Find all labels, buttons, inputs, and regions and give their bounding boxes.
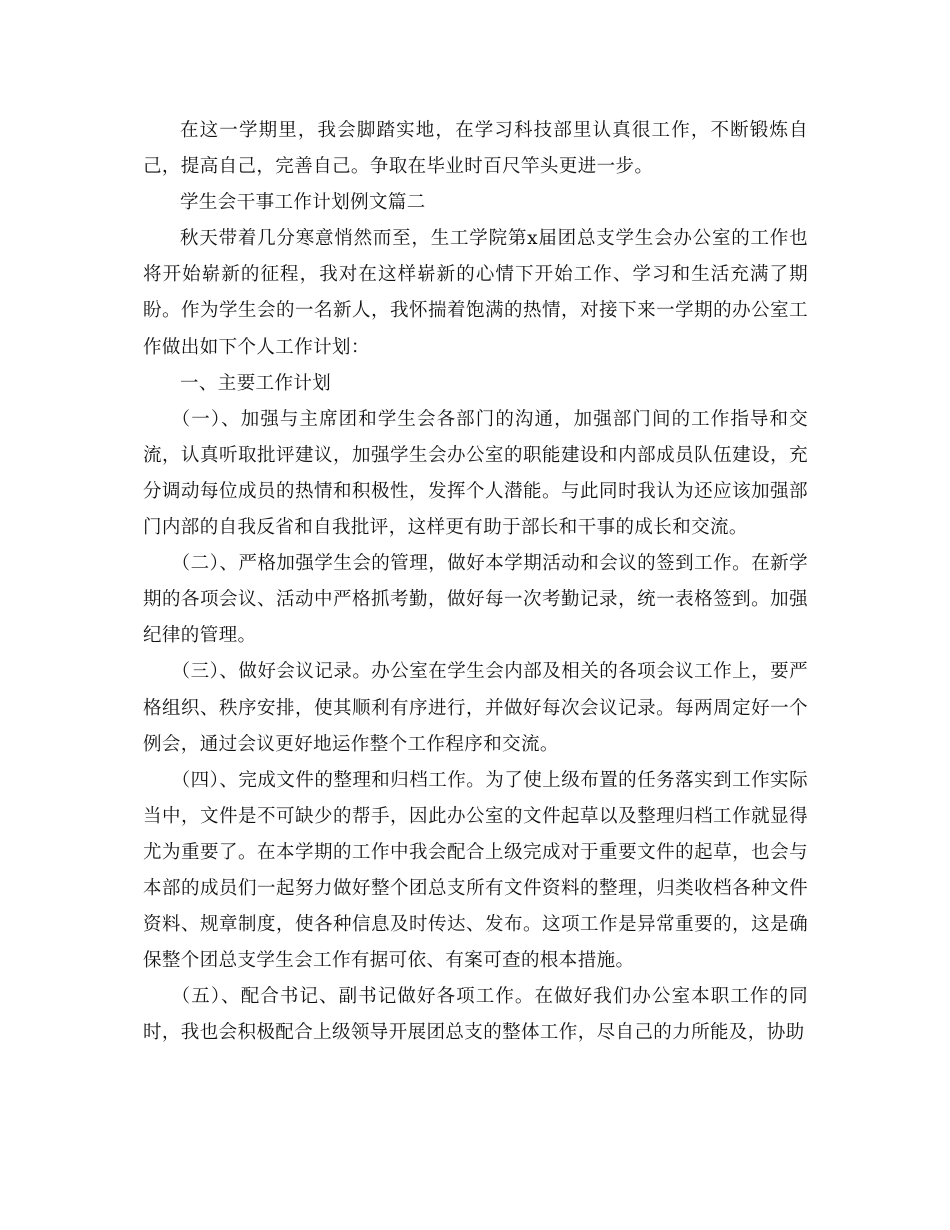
paragraph-closing: 在这一学期里，我会脚踏实地，在学习科技部里认真很工作，不断锻炼自己，提高自己，完善自己。争取在毕业时百尺竿头更进一步。: [143, 120, 808, 178]
paragraph-item-3: （三）、做好会议记录。办公室在学生会内部及相关的各项会议工作上，要严格组织、秩序安排，使其顺利有序进行，并做好每次会议记录。每两周定好一个例会，通过会议更好地运作整个工作程序和交流。: [143, 661, 808, 755]
paragraph-intro: 秋天带着几分寒意悄然而至，生工学院第x届团总支学生会办公室的工作也将开始崭新的征程，我对在这样崭新的心情下开始工作、学习和生活充满了期盼。作为学生会的一名新人，我怀揣着饱满的热情，对接下来一学期的办公室工作做出如下个人工作计划：: [143, 228, 808, 358]
paragraph-item-2: （二）、严格加强学生会的管理，做好本学期活动和会议的签到工作。在新学期的各项会议、活动中严格抓考勤，做好每一次考勤记录，统一表格签到。加强纪律的管理。: [143, 553, 808, 647]
paragraph-item-1: （一）、加强与主席团和学生会各部门的沟通，加强部门间的工作指导和交流，认真听取批评建议，加强学生会办公室的职能建设和内部成员队伍建设，充分调动每位成员的热情和积极性，发挥个人潜能。与此同时我认为还应该加强部门内部的自我反省和自我批评，这样更有助于部长和干事的成长和交流。: [143, 408, 808, 539]
section-heading: 学生会干事工作计划例文篇二: [180, 192, 426, 214]
document-body: [143, 113, 808, 1051]
paragraph-item-4: （四）、完成文件的整理和归档工作。为了使上级布置的任务落实到工作实际当中，文件是不可缺少的帮手，因此办公室的文件起草以及整理归档工作就显得尤为重要了。在本学期的工作中我会配合上级完成对于重要文件的起草，也会与本部的成员们一起努力做好整个团总支所有文件资料的整理，归类收档各种文件资料、规章制度，使各种信息及时传达、发布。这项工作是异常重要的，这是确保整个团总支学生会工作有据可依、有案可查的根本措施。: [143, 769, 808, 972]
paragraph-item-5: （五）、配合书记、副书记做好各项工作。在做好我们办公室本职工作的同时，我也会积极配合上级领导开展团总支的整体工作，尽自己的力所能及，协助: [143, 986, 808, 1044]
subheading-main-plan: 一、主要工作计划: [180, 372, 332, 394]
